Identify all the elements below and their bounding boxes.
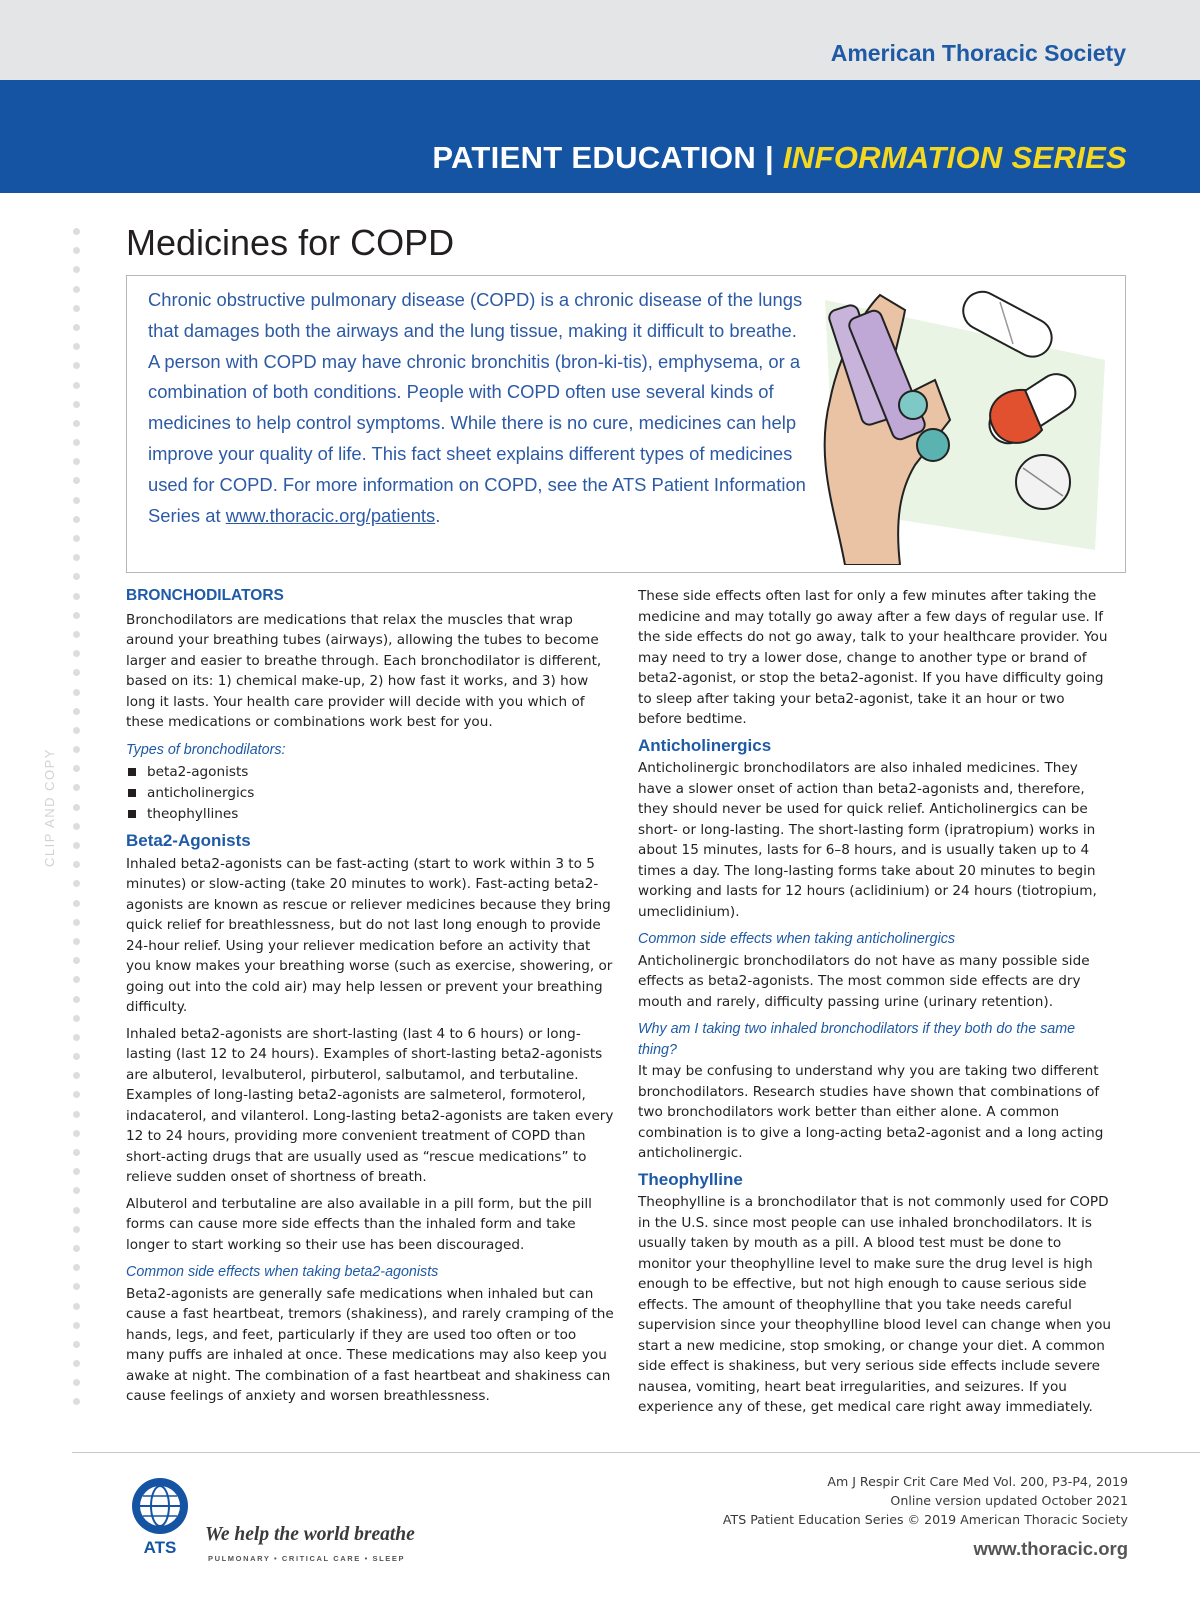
clip-dot: [73, 362, 80, 369]
clip-dot: [73, 842, 80, 849]
clip-dot: [73, 669, 80, 676]
clip-dot: [73, 689, 80, 696]
bronchodilators-heading: BRONCHODILATORS: [126, 587, 284, 604]
clip-dots: [72, 228, 82, 1418]
theophylline-heading: Theophylline: [638, 1169, 743, 1189]
clip-dot: [73, 996, 80, 1003]
top-bar: [0, 0, 1200, 80]
clip-dot: [73, 286, 80, 293]
clip-dot: [73, 1072, 80, 1079]
clip-dot: [73, 746, 80, 753]
clip-dot: [73, 1303, 80, 1310]
clip-dot: [73, 861, 80, 868]
clip-dot: [73, 343, 80, 350]
clip-dot: [73, 880, 80, 887]
clip-and-copy-label: CLIP AND COPY: [41, 748, 57, 867]
clip-dot: [73, 1398, 80, 1405]
tagline: We help the world breathe: [205, 1524, 415, 1545]
citation-journal: Am J Respir Crit Care Med Vol. 200, P3-P4, 2019: [827, 1474, 1128, 1489]
clip-dot: [73, 650, 80, 657]
clip-dot: [73, 535, 80, 542]
clip-dot: [73, 266, 80, 273]
anticholinergic-side-effects-heading: Common side effects when taking anticholinergics: [638, 931, 956, 947]
clip-dot: [73, 401, 80, 408]
clip-dot: [73, 1207, 80, 1214]
clip-dot: [73, 554, 80, 561]
clip-dot: [73, 1245, 80, 1252]
intro-end: .: [435, 504, 441, 526]
clip-dot: [73, 957, 80, 964]
clip-dot: [73, 593, 80, 600]
clip-dot: [73, 305, 80, 312]
clip-dot: [73, 1053, 80, 1060]
ats-globe-logo: [124, 1476, 196, 1556]
intro-body: Chronic obstructive pulmonary disease (COPD) is a chronic disease of the lungs that damages both the airways and the lung tissue, making it difficult to breathe. A person with COPD may have chronic bronchitis (bron-ki-tis), emphysema, or a combination of both conditions. People with COPD often use several kinds of medicines to help control symptoms. While there is no cure, medicines can help improve your quality of life. This fact sheet explains different types of medicines used for COPD. For more information on COPD, see the ATS Patient Information Series at: [148, 289, 806, 526]
types-list: [126, 762, 616, 825]
beta-side-effects-heading: Common side effects when taking beta2-agonists: [126, 1264, 439, 1280]
page-title: Medicines for COPD: [126, 222, 455, 263]
why-two-bronchodilators-text: It may be confusing to understand why you are taking two different bronchodilators. Research studies have shown that combinations of two bronchodilators work better than either alone. A common combination is to give a long-acting beta2-agonist and a long acting anticholinergic.: [638, 1063, 1104, 1161]
clip-dot: [73, 1091, 80, 1098]
beta-agonists-paragraph-2: Inhaled beta2-agonists are short-lasting (last 4 to 6 hours) or long-lasting (last 12 to 24 hours). Examples of short-lasting beta2-agonists are albuterol, levalbuterol, pirbuterol, salbutamol, and terbutaline. Examples of long-lasting beta2-agonists are salmeterol, formoterol, indacaterol, and vilanterol. Long-lasting beta2-agonists are taken every 12 to 24 hours, providing more convenient treatment of COPD than short-acting drugs that are usually used as “rescue medications” to relieve sudden onset of shortness of breath.: [126, 1025, 614, 1185]
clip-dot: [73, 247, 80, 254]
clip-dot: [73, 324, 80, 331]
clip-dot: [73, 1264, 80, 1271]
clip-dot: [73, 1034, 80, 1041]
footer-divider: [72, 1452, 1200, 1453]
clip-dot: [73, 420, 80, 427]
clip-dot: [73, 1283, 80, 1290]
why-two-bronchodilators-heading: Why am I taking two inhaled bronchodilators if they both do the same thing?: [638, 1021, 1076, 1058]
clip-dot: [73, 1341, 80, 1348]
clip-dot: [73, 938, 80, 945]
clip-dot: [73, 919, 80, 926]
clip-dot: [73, 573, 80, 580]
series-title: [432, 140, 1127, 176]
clip-dot: [73, 900, 80, 907]
beta-agonists-heading: Beta2-Agonists: [126, 831, 251, 850]
series-main: PATIENT EDUCATION |: [432, 140, 783, 175]
beta-agonists-paragraph-1: Inhaled beta2-agonists can be fast-acting (start to work within 3 to 5 minutes) or slow-acting (take 20 minutes to work). Fast-acting beta2-agonists are known as rescue or reliever medicines because they bring quick relief for breathlessness, but do not last long enough to provide 24-hour relief. Using your reliever medication before an activity that you know makes your breathing worse (such as exercise, showering, or going out into the cold air) may help lessen or prevent your breathing difficulty.: [126, 855, 613, 1015]
theophylline-text: Theophylline is a bronchodilator that is not commonly used for COPD in the U.S. since most people can use inhaled bronchodilators. It is usually taken by mouth as a pill. A blood test must be done to monitor your theophylline level to make sure the drug level is high enough to be effective, but not high enough to cause serious side effects. The amount of theophylline that you take needs careful supervision since your theophylline blood level can change when you start a new medicine, stop smoking, or change your diet. A common side effect is shakiness, but very serious side effects include severe nausea, vomiting, heart beat irregularities, and seizures. If you experience any of these, get medical care right away immediately.: [638, 1194, 1112, 1415]
anticholinergics-text: Anticholinergic bronchodilators are also inhaled medicines. They have a slower onset of action than beta2-agonists and, therefore, they should never be used for quick relief. Anticholinergics can be short- or long-lasting. The short-lasting form (ipratropium) works in about 15 minutes, lasts for 6–8 hours, and is usually taken up to 4 times a day. The long-lasting forms take about 20 minutes to begin working and lasts for 12 hours (aclidinium) or 24 hours (tiotropium, umeclidinium).: [638, 760, 1097, 920]
clip-dot: [73, 1168, 80, 1175]
clip-dot: [73, 477, 80, 484]
organization-name: American Thoracic Society: [830, 40, 1126, 66]
clip-dot: [73, 1379, 80, 1386]
clip-dot: [73, 976, 80, 983]
beta-agonists-paragraph-3: Albuterol and terbutaline are also available in a pill form, but the pill forms can cause more side effects than the inhaled form and take longer to start working so their use has been discouraged.: [126, 1195, 592, 1253]
types-heading: Types of bronchodilators:: [126, 741, 286, 758]
clip-dot: [73, 1130, 80, 1137]
clip-dot: [73, 497, 80, 504]
clip-dot: [73, 631, 80, 638]
series-banner: [0, 80, 1200, 193]
citation-copyright: ATS Patient Education Series © 2019 American Thoracic Society: [722, 1512, 1128, 1527]
anticholinergic-side-effects-text: Anticholinergic bronchodilators do not have as many possible side effects as beta2-agonists. The most common side effects are dry mouth and rarely, difficulty passing urine (urinary retention).: [638, 952, 1090, 1010]
clip-dot: [73, 1226, 80, 1233]
clip-dot: [73, 458, 80, 465]
beta-side-effects-continued: These side effects often last for only a few minutes after taking the medicine and may totally go away after a few days of regular use. If the side effects do not go away, talk to your healthcare provider. You may need to try a lower dose, change to another type or brand of beta2-agonist, or stop the beta2-agonist. If you have difficulty going to sleep after taking your beta2-agonist, take it an hour or two before bedtime.: [638, 588, 1108, 727]
clip-dot: [73, 1015, 80, 1022]
clip-dot: [73, 1322, 80, 1329]
intro-text: [148, 285, 808, 531]
right-column: [638, 586, 1112, 1424]
clip-dot: [73, 1360, 80, 1367]
clip-dot: [73, 708, 80, 715]
clip-dot: [73, 804, 80, 811]
clip-dot: [73, 612, 80, 619]
clip-dot: [73, 823, 80, 830]
inhaler-and-pills-illustration: [805, 280, 1115, 565]
left-column: [126, 586, 616, 1413]
beta-side-effects-text: Beta2-agonists are generally safe medications when inhaled but can cause a fast heartbeat, tremors (shakiness), and rarely cramping of the hands, legs, and feet, particularly if they are used too often or too many puffs are inhaled at once. These medications may also keep you awake at night. The combination of a fast heartbeat and shakiness can cause feelings of anxiety and worsen breathlessness.: [126, 1285, 614, 1404]
clip-dot: [73, 1149, 80, 1156]
tagline-subtitle: PULMONARY • CRITICAL CARE • SLEEP: [208, 1554, 406, 1563]
anticholinergics-heading: Anticholinergics: [638, 735, 772, 755]
citation-updated: Online version updated October 2021: [890, 1493, 1128, 1508]
series-accent: INFORMATION SERIES: [782, 140, 1127, 175]
list-item: anticholinergics: [126, 783, 616, 804]
clip-dot: [73, 1187, 80, 1194]
bronchodilators-text: Bronchodilators are medications that relax the muscles that wrap around your breathing tubes (airways), allowing the tubes to become larger and easier to breathe through. Each bronchodilator is different, based on its: 1) chemical make-up, 2) how fast it works, and 3) how long it lasts. Your health care provider will decide with you which of these medications or combinations work best for you.: [126, 611, 602, 730]
clip-dot: [73, 765, 80, 772]
clip-dot: [73, 228, 80, 235]
clip-dot: [73, 439, 80, 446]
patients-link[interactable]: www.thoracic.org/patients: [225, 504, 436, 526]
clip-dot: [73, 516, 80, 523]
list-item: beta2-agonists: [126, 762, 616, 783]
clip-dot: [73, 784, 80, 791]
website-link[interactable]: www.thoracic.org: [973, 1538, 1128, 1559]
clip-dot: [73, 727, 80, 734]
list-item: theophyllines: [126, 804, 616, 825]
logo-text: ATS: [143, 1538, 177, 1556]
clip-dot: [73, 382, 80, 389]
clip-dot: [73, 1111, 80, 1118]
